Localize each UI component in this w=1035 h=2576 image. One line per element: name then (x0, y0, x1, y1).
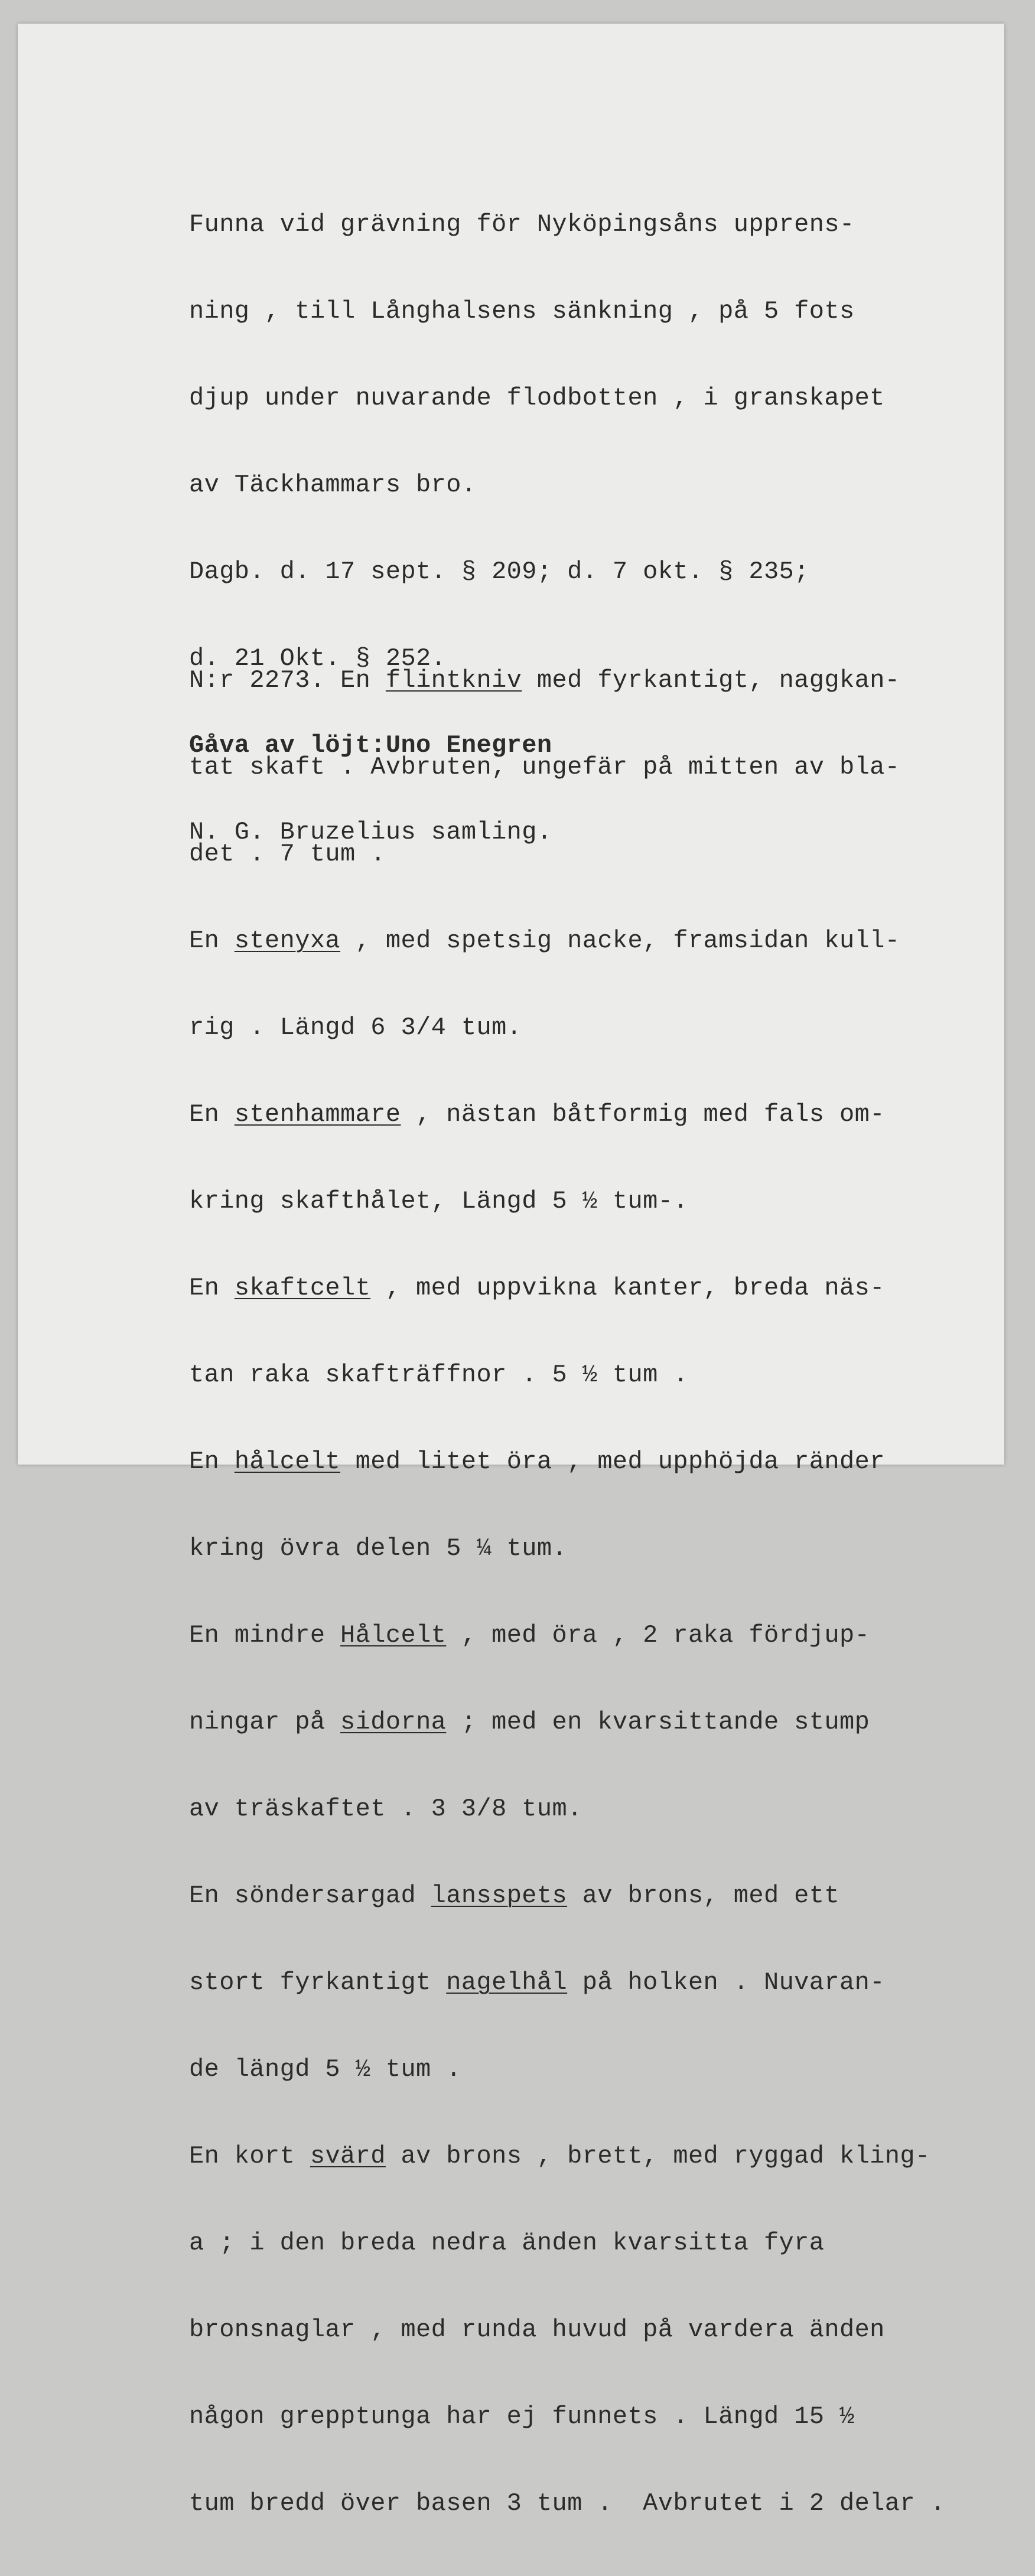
item-line: En söndersargad lansspets av brons, med ett (189, 1882, 839, 1910)
item-line: ningar på sidorna ; med en kvarsittande stump (189, 1708, 870, 1736)
item-term-svard: svärd (310, 2142, 386, 2170)
item-line: av träskaftet . 3 3/8 tum. (189, 1795, 582, 1823)
item-line: bronsnaglar , med runda huvud på vardera änden (189, 2316, 885, 2344)
item-term-lansspets: lansspets (431, 1882, 568, 1910)
item-line: någon grepptunga har ej funnets . Längd 15 ½ (189, 2402, 855, 2431)
item-line: En stenyxa , med spetsig nacke, framsidan kull- (189, 927, 900, 955)
items-description (189, 608, 945, 2576)
item-term-halcelt: hålcelt (234, 1447, 341, 1476)
provenance-line: ning , till Långhalsens sänkning , på 5 fots (189, 297, 855, 325)
item-term-nagelhal: nagelhål (446, 1968, 568, 1997)
item-line: tat skaft . Avbruten, ungefär på mitten av bla- (189, 753, 900, 781)
item-line: En hålcelt med litet öra , med upphöjda ränder (189, 1447, 885, 1476)
item-term-sidorna: sidorna (340, 1708, 447, 1736)
item-term-stenhammare: stenhammare (234, 1100, 401, 1129)
donor-line: Gåva av löjt:Uno Enegren (189, 731, 552, 759)
item-line: a ; i den breda nedra änden kvarsitta fyra (189, 2229, 825, 2257)
item-line: tan raka skafträffnor . 5 ½ tum . (189, 1361, 688, 1389)
item-line: stort fyrkantigt nagelhål på holken . Nuvaran- (189, 1968, 885, 1997)
item-term-skaftcelt: skaftcelt (234, 1274, 371, 1302)
item-line: de längd 5 ½ tum . (189, 2055, 461, 2083)
item-line: En kort svärd av brons , brett, med ryggad kling- (189, 2142, 930, 2170)
item-line: En mindre Hålcelt , med öra , 2 raka fördjup- (189, 1621, 870, 1649)
provenance-line: Funna vid grävning för Nyköpingsåns upprens- (189, 210, 855, 239)
collection-line: N. G. Bruzelius samling. (189, 818, 552, 846)
item-term-halcelt-mindre: Hålcelt (340, 1621, 447, 1649)
item-line: kring övra delen 5 ¼ tum. (189, 1534, 568, 1563)
provenance-line: djup under nuvarande flodbotten , i granskapet (189, 384, 885, 412)
item-line: N:r 2273. En flintkniv med fyrkantigt, naggkan- (189, 666, 900, 694)
item-term-flintkniv: flintkniv (385, 666, 522, 694)
item-line: En stenhammare , nästan båtformig med fals om- (189, 1100, 885, 1129)
item-line: kring skafthålet, Längd 5 ½ tum-. (189, 1187, 688, 1215)
item-line: det . 7 tum . (189, 840, 386, 868)
catalog-card (18, 24, 1004, 2518)
item-line: tum bredd över basen 3 tum . Avbrutet i 2 delar . (189, 2489, 946, 2518)
item-term-stenyxa: stenyxa (234, 927, 341, 955)
diary-reference-line: d. 21 Okt. § 252. (189, 644, 447, 673)
item-line: rig . Längd 6 3/4 tum. (189, 1013, 522, 1042)
provenance-line: av Täckhammars bro. (189, 471, 477, 499)
item-line: En skaftcelt , med uppvikna kanter, breda näs- (189, 1274, 885, 1302)
diary-reference-line: Dagb. d. 17 sept. § 209; d. 7 okt. § 235; (189, 557, 809, 586)
